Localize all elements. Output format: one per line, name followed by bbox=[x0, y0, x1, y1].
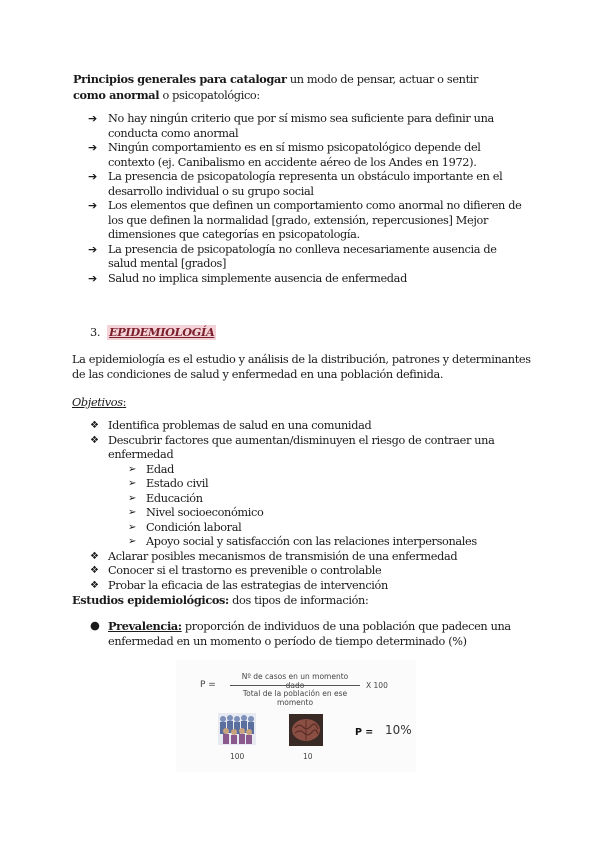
objectives-list bbox=[90, 419, 550, 593]
list-item: ➢ Edad bbox=[128, 462, 175, 476]
arrow-icon: ➔ bbox=[88, 112, 97, 125]
list-item: ❖ Identifica problemas de salud en una comunidad bbox=[90, 419, 372, 432]
arrow-icon: ➔ bbox=[88, 199, 97, 212]
studies-paragraph: Estudios epidemiológicos: dos tipos de información: bbox=[72, 593, 369, 607]
list-item: ❖ Conocer si el trastorno es prevenible o controlable bbox=[90, 564, 382, 577]
diamond-bullet-icon: ❖ bbox=[90, 550, 99, 562]
prevalence-term: Prevalencia: bbox=[108, 619, 182, 633]
list-item: ➢ Educación bbox=[128, 491, 203, 505]
principles-list bbox=[88, 112, 528, 286]
section-title: EPIDEMIOLOGÍA bbox=[109, 325, 215, 339]
list-item: ➔ La presencia de psicopatología representa un obstáculo importante en el desarrollo individual o su grupo social bbox=[88, 170, 503, 198]
list-item: ➔ La presencia de psicopatología no conlleva necesariamente ausencia de salud mental [grados] bbox=[88, 242, 497, 270]
diamond-bullet-icon: ❖ bbox=[90, 420, 99, 431]
list-item: ➔ Salud no implica simplemente ausencia de enfermedad bbox=[88, 271, 407, 285]
arrow-icon: ➔ bbox=[88, 170, 97, 183]
list-item: ❖ Aclarar posibles mecanismos de transmisión de una enfermedad bbox=[90, 549, 458, 563]
section-number: 3. bbox=[90, 326, 101, 339]
list-item: ➔ Los elementos que definen un comportamiento como anormal no difieren de los que definen la normalidad [grado, extensión, repercusiones] Mejor dimensiones que categorías en psicopatología. bbox=[88, 199, 522, 241]
intro-bold-2: como anormal bbox=[73, 87, 160, 102]
list-item: ➢ Apoyo social y satisfacción con las relaciones interpersonales bbox=[128, 535, 477, 548]
objectives-label: Objetivos: bbox=[72, 396, 127, 409]
result-p-label: P = bbox=[355, 727, 374, 738]
population-count: 100 bbox=[230, 752, 245, 761]
list-item: ➢ Condición laboral bbox=[128, 520, 242, 534]
formula-multiplier: X 100 bbox=[366, 681, 388, 690]
formula-denominator: Total de la población en ese momento bbox=[242, 689, 348, 707]
bullet-icon: ● bbox=[90, 619, 100, 632]
diamond-bullet-icon: ❖ bbox=[90, 579, 99, 591]
arrowhead-bullet-icon: ➢ bbox=[128, 521, 137, 533]
prevalence-result: 10% bbox=[385, 723, 412, 737]
intro-text-1: un modo de pensar, actuar o sentir bbox=[286, 73, 479, 86]
list-item: ➢ Estado civil bbox=[128, 477, 209, 490]
arrowhead-bullet-icon: ➢ bbox=[128, 536, 137, 547]
arrowhead-bullet-icon: ➢ bbox=[128, 478, 137, 489]
definition-paragraph: La epidemiología es el estudio y análisis de la distribución, patrones y determinantes de las condiciones de salud y enfermedad en una población definida. bbox=[72, 353, 531, 381]
list-item: ❖ Probar la eficacia de las estrategias de intervención bbox=[90, 578, 388, 592]
population-crowd-icon bbox=[218, 713, 256, 745]
intro-text-2: o psicopatológico: bbox=[159, 88, 260, 102]
list-item: ➔ Ningún comportamiento es en sí mismo psicopatológico depende del contexto (ej. Canibalismo en accidente aéreo de los Andes en 1972). bbox=[88, 141, 481, 169]
arrow-icon: ➔ bbox=[88, 271, 97, 285]
intro-paragraph bbox=[73, 72, 513, 103]
arrowhead-bullet-icon: ➢ bbox=[128, 463, 137, 475]
diamond-bullet-icon: ❖ bbox=[90, 565, 99, 576]
prevalence-item bbox=[90, 619, 548, 649]
list-item: ➔ No hay ningún criterio que por sí mismo sea suficiente para definir una conducta como anormal bbox=[88, 112, 494, 140]
intro-bold-1: Principios generales para catalogar bbox=[73, 72, 287, 86]
cases-count: 10 bbox=[303, 752, 313, 761]
arrow-icon: ➔ bbox=[88, 141, 97, 154]
arrow-icon: ➔ bbox=[88, 242, 97, 256]
list-item: ➢ Nivel socioeconómico bbox=[128, 506, 264, 519]
prevalence-definition: proporción de individuos de una población que padecen una enfermedad en un momento o período de tiempo determinado (%) bbox=[108, 620, 511, 648]
arrowhead-bullet-icon: ➢ bbox=[128, 492, 137, 504]
formula-numerator: Nº de casos en un momento bbox=[241, 672, 349, 681]
formula-p-label: P = bbox=[200, 680, 216, 690]
arrowhead-bullet-icon: ➢ bbox=[128, 507, 137, 518]
list-item: ❖ Descubrir factores que aumentan/disminuyen el riesgo de contraer una enfermedad ➢ Edad ➢ Estado civil ➢ Educación ➢ Nivel socioeconómico ➢ Condición laboral ➢ Apoyo social y satisfacción con las relaciones interpersonales bbox=[90, 434, 550, 550]
diamond-bullet-icon: ❖ bbox=[90, 434, 99, 446]
brain-icon bbox=[289, 714, 323, 746]
fraction-bar bbox=[230, 685, 360, 686]
factors-list bbox=[108, 463, 550, 550]
